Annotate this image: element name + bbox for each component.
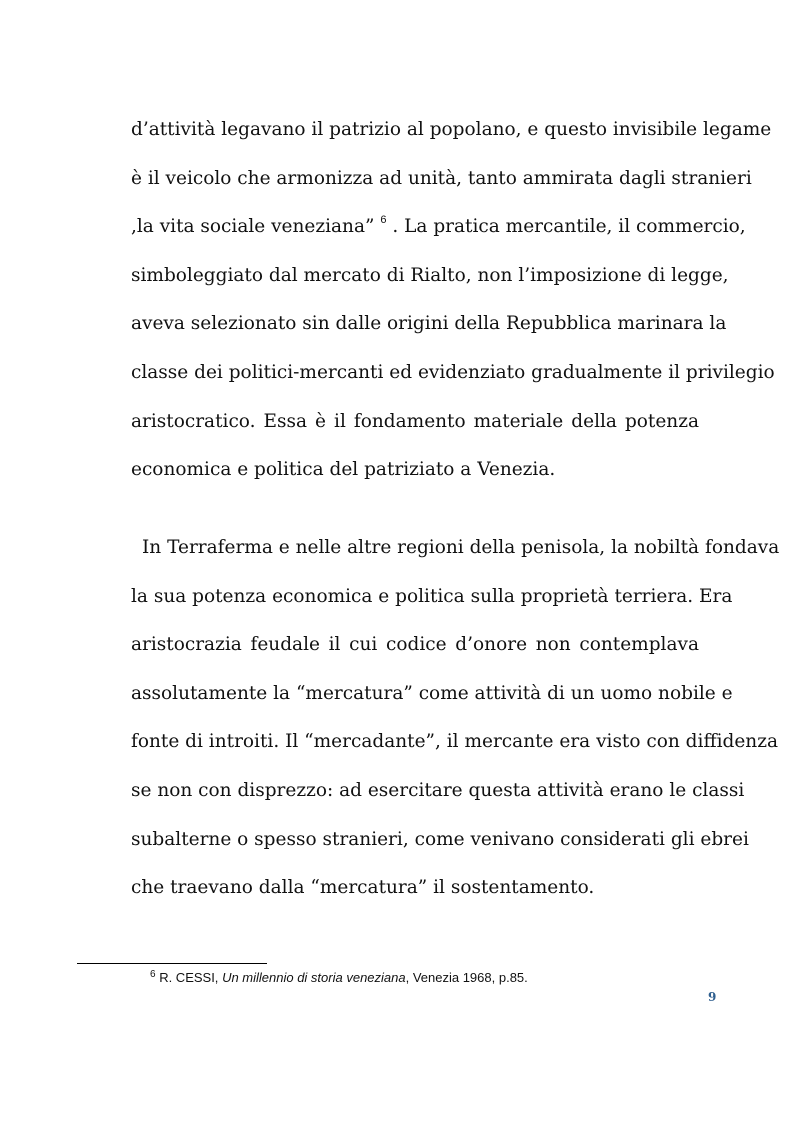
paragraph-1 [131, 106, 775, 495]
text-line: è il veicolo che armonizza ad unità, tanto ammirata dagli stranieri [131, 167, 752, 189]
footnote-mark: 6 [150, 969, 156, 980]
footnote-reference[interactable]: 6 [380, 214, 387, 227]
text-line: subalterne o spesso stranieri, come venivano considerati gli ebrei [131, 828, 749, 850]
paragraph-2 [131, 524, 780, 913]
text-line: aristocratico. Essa è il fondamento materiale della potenza [131, 410, 699, 432]
text-line: In Terraferma e nelle altre regioni della penisola, la nobiltà fondava [142, 537, 780, 558]
footnote-details: , Venezia 1968, p.85. [405, 970, 528, 985]
text-line: economica e politica del patriziato a Venezia. [131, 459, 556, 481]
footnote-separator [77, 963, 267, 964]
text-line: la sua potenza economica e politica sulla proprietà terriera. Era [131, 585, 733, 607]
text-line: d’attività legavano il patrizio al popolano, e questo invisibile legame [131, 119, 772, 140]
text-line: assolutamente la “mercatura” come attività di un uomo nobile e [131, 682, 733, 704]
text-segment: . La pratica mercantile, il commercio, [392, 216, 746, 238]
text-line: se non con disprezzo: ad esercitare questa attività erano le classi [131, 779, 745, 801]
footnote-author: R. CESSI, [159, 970, 219, 985]
text-segment: ,la vita sociale veneziana” [131, 216, 375, 238]
text-line [131, 203, 746, 252]
footnote-title: Un millennio di storia veneziana [222, 970, 406, 985]
text-line: classe dei politici-mercanti ed evidenziato gradualmente il privilegio [131, 361, 775, 383]
text-line: aveva selezionato sin dalle origini della Repubblica marinara la [131, 313, 727, 335]
text-line: simboleggiato dal mercato di Rialto, non l’imposizione di legge, [131, 264, 729, 286]
footnote [150, 970, 528, 985]
text-line: fonte di introiti. Il “mercadante”, il mercante era visto con diffidenza [131, 731, 778, 753]
page-number: 9 [708, 990, 717, 1004]
text-line: aristocrazia feudale il cui codice d’onore non contemplava [131, 634, 699, 656]
text-line: che traevano dalla “mercatura” il sostentamento. [131, 877, 595, 899]
